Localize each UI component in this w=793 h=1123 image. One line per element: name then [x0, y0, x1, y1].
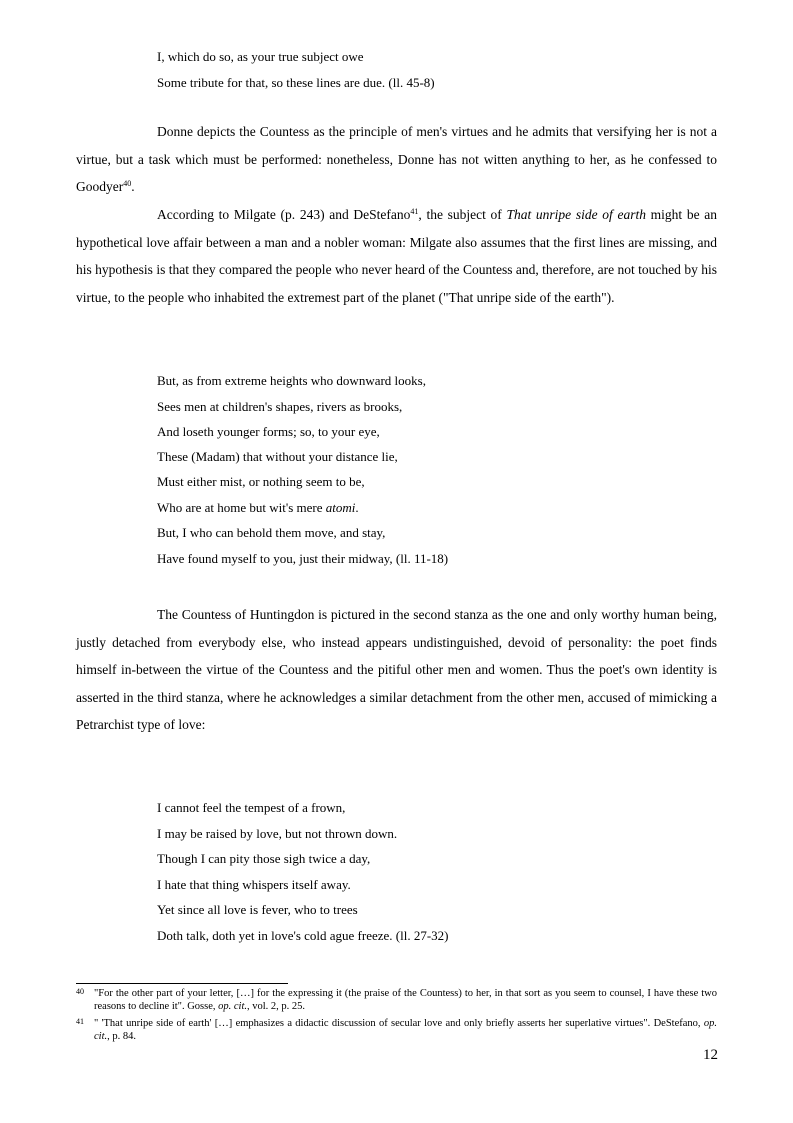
verse-line	[157, 500, 359, 516]
footnote-italic: op. cit.	[218, 1000, 248, 1012]
paragraph-text: Donne depicts the Countess as the principle of men's virtues and he admits that versifying her is not a virtue, but a task which must be performed: nonetheless, Donne has not witten anything to her, as he confessed to Goodyer	[76, 124, 717, 195]
footnote-number: 40	[76, 987, 84, 996]
footnote-text-part: , vol. 2, p. 25.	[247, 1000, 306, 1012]
footnote	[76, 988, 717, 1013]
verse-line: Though I can pity those sigh twice a day,	[157, 851, 371, 866]
paragraph-text: According to Milgate (p. 243) and DeStefano	[157, 207, 411, 222]
paragraph-text: .	[131, 179, 135, 195]
body-paragraph	[76, 118, 717, 201]
body-paragraph	[76, 601, 717, 739]
verse-line: I may be raised by love, but not thrown down.	[157, 826, 398, 841]
footnote-italic: op. cit.	[94, 1018, 717, 1042]
verse-italic: atomi	[325, 500, 356, 515]
verse-text: Who are at home but wit's mere	[157, 500, 326, 515]
verse-line: I, which do so, as your true subject owe	[157, 49, 364, 64]
verse-line: I cannot feel the tempest of a frown,	[157, 800, 346, 815]
footnote-text	[94, 1018, 717, 1043]
verse-line: Yet since all love is fever, who to trees	[157, 902, 358, 917]
verse-line: But, I who can behold them move, and stay,	[157, 525, 386, 540]
paragraph-text: The Countess of Huntingdon is pictured in the second stanza as the one and only worthy human being, justly detached from everybody else, who instead appears undistinguished, devoid of personality: the poet finds himself in-between the virtue of the Countess and the pitiful other men and women. Thus the poet's own identity is asserted in the third stanza, where he acknowledges a similar detachment from the other men, accused of mimicking a Petrarchist type of love:	[76, 607, 717, 733]
poem-title: That unripe side of earth	[506, 207, 646, 222]
footnote-text-part: "For the other part of your letter, […] for the expressing it (the praise of the Countess) to her, in that sort as you seem to counsel, I have these two reasons to decline it". Gosse,	[94, 988, 717, 1012]
verse-text: .	[355, 500, 359, 515]
verse-line: Doth talk, doth yet in love's cold ague freeze. (ll. 27-32)	[157, 928, 449, 943]
verse-line: Must either mist, or nothing seem to be,	[157, 474, 365, 489]
footnote-separator	[76, 983, 288, 984]
footnote	[76, 1018, 717, 1043]
footnote-ref: 40	[123, 179, 132, 189]
footnote-text-part: , p. 84.	[107, 1030, 136, 1042]
verse-line: Have found myself to you, just their midway, (ll. 11-18)	[157, 551, 449, 566]
page-number: 12	[703, 1047, 718, 1063]
paragraph-text: , the subject of	[418, 207, 507, 222]
verse-line: These (Madam) that without your distance lie,	[157, 449, 398, 464]
verse-line: Some tribute for that, so these lines are due. (ll. 45-8)	[157, 75, 435, 90]
footnote-text	[94, 988, 717, 1013]
paragraph-text: might be an hypothetical love affair between a man and a nobler woman: Milgate also assumes that the first lines are missing, and his hypothesis is that they compared the people who never heard of the Countess and, therefore, are not touched by his virtue, to the people who inhabited the extremest part of the planet ("That unripe side of the earth").	[76, 207, 717, 305]
verse-line: But, as from extreme heights who downward looks,	[157, 373, 426, 388]
footnote-number: 41	[76, 1017, 84, 1026]
footnote-ref: 41	[410, 207, 419, 216]
verse-line: Sees men at children's shapes, rivers as brooks,	[157, 399, 403, 414]
footnote-text-part: " 'That unripe side of earth' […] emphasizes a didactic discussion of secular love and only briefly asserts her superlative virtues". DeStefano,	[94, 1018, 704, 1029]
verse-line: I hate that thing whispers itself away.	[157, 877, 351, 892]
verse-line: And loseth younger forms; so, to your eye,	[157, 424, 380, 439]
body-paragraph	[76, 201, 717, 311]
